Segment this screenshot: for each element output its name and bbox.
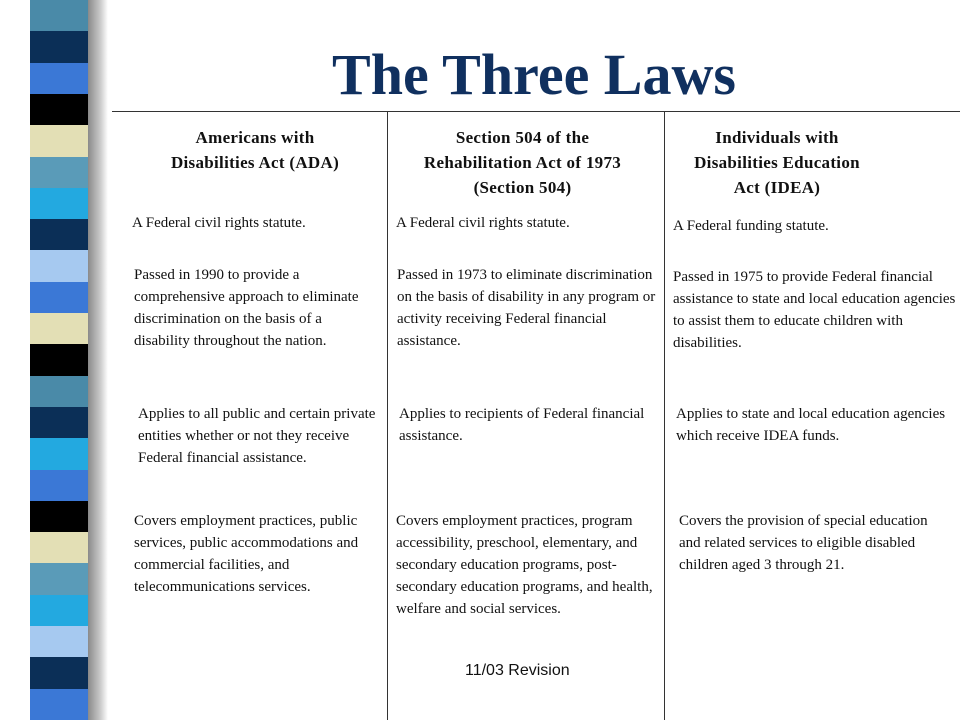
stripe-block (30, 470, 88, 502)
stripe-block (30, 438, 88, 470)
idea-statute-type: A Federal funding statute. (673, 218, 829, 234)
stripe-block (30, 157, 88, 189)
stripe-block (30, 63, 88, 95)
ada-statute-type: A Federal civil rights statute. (132, 215, 306, 231)
ada-applies: Applies to all public and certain private entities whether or not they receive Federal financial assistance. (138, 406, 376, 466)
stripe-block (30, 689, 88, 720)
column-divider-1 (387, 112, 388, 720)
ada-heading: Americans with Disabilities Act (ADA) (170, 128, 340, 172)
stripe-block (30, 94, 88, 126)
idea-applies: Applies to state and local education agencies which receive IDEA funds. (676, 406, 946, 444)
idea-covers: Covers the provision of special education and related services to eligible disabled children aged 3 through 21. (679, 513, 928, 573)
stripe-block (30, 626, 88, 658)
idea-heading: Individuals with Disabilities Education Act (IDEA) (694, 128, 860, 197)
stripe-block (30, 532, 88, 564)
section504-passed: Passed in 1973 to eliminate discrimination on the basis of disability in any program or activity receiving Federal financial assistance. (397, 267, 656, 349)
stripe-block (30, 219, 88, 251)
section504-statute-type: A Federal civil rights statute. (396, 215, 570, 231)
stripe-block (30, 313, 88, 345)
stripe-block (30, 125, 88, 157)
stripe-block (30, 501, 88, 533)
idea-passed: Passed in 1975 to provide Federal financial assistance to state and local education agencies to assist them to educate children with disabilities. (673, 269, 956, 351)
section504-heading: Section 504 of the Rehabilitation Act of 1973 (Section 504) (423, 128, 622, 197)
stripe-block (30, 0, 88, 32)
revision-footer: 11/03 Revision (465, 662, 570, 679)
stripe-shadow (88, 0, 108, 720)
stripe-block (30, 31, 88, 63)
slide-title: The Three Laws (332, 42, 736, 107)
section504-applies: Applies to recipients of Federal financial assistance. (399, 406, 645, 444)
ada-passed: Passed in 1990 to provide a comprehensive approach to eliminate discrimination on the basis of a disability throughout the nation. (134, 267, 359, 349)
stripe-block (30, 595, 88, 627)
stripe-block (30, 188, 88, 220)
stripe-block (30, 376, 88, 408)
stripe-block (30, 344, 88, 376)
ada-covers: Covers employment practices, public services, public accommodations and commercial facilities, and telecommunications services. (134, 513, 359, 595)
stripe-block (30, 407, 88, 439)
section504-covers: Covers employment practices, program accessibility, preschool, elementary, and secondary education programs, post-secondary education programs, and health, welfare and social services. (396, 513, 653, 617)
column-divider-2 (664, 112, 665, 720)
stripe-block (30, 563, 88, 595)
stripe-block (30, 657, 88, 689)
stripe-block (30, 250, 88, 282)
header-divider (112, 111, 960, 112)
decorative-stripe-bar (30, 0, 88, 720)
stripe-block (30, 282, 88, 314)
